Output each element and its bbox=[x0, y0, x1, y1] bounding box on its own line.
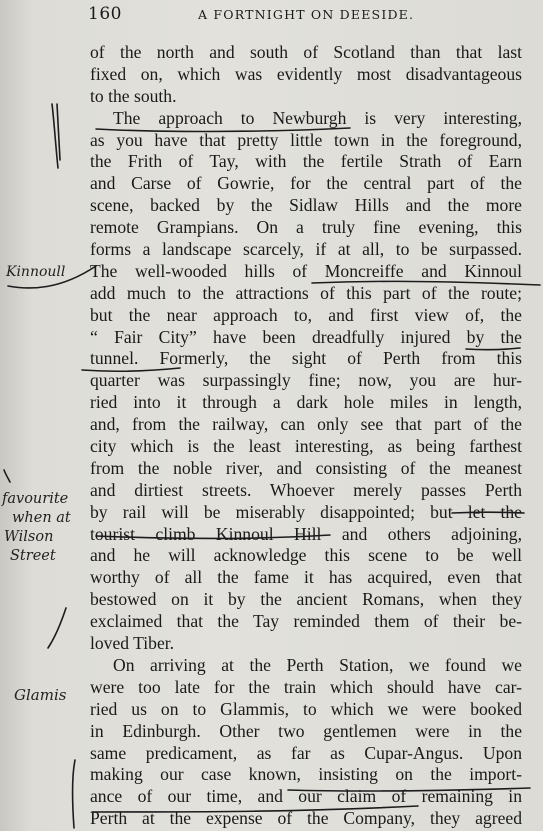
text-line: bestowed on it by the ancient Romans, when they bbox=[90, 589, 522, 610]
text-line: add much to the attractions of this part of the route; bbox=[90, 282, 522, 303]
page-header bbox=[0, 4, 543, 26]
text-line: ance of our time, and our claim of remaining in bbox=[90, 786, 522, 807]
margin-stroke bbox=[4, 470, 10, 482]
text-line: remote Grampians. On a truly fine evening, this bbox=[90, 217, 522, 238]
margin-stroke bbox=[52, 104, 58, 168]
marginal-note-kinnoull: Kinnoull bbox=[6, 264, 66, 280]
text-line: city which is the least interesting, as being farthest bbox=[90, 436, 522, 457]
text-line: forms a landscape scarcely, if at all, to be surpassed. bbox=[90, 239, 522, 260]
margin-stroke bbox=[73, 760, 75, 828]
text-line: Perth at the expense of the Company, they agreed bbox=[90, 808, 522, 829]
text-line: The approach to Newburgh is very interesting, bbox=[113, 107, 522, 128]
text-line: same predicament, as far as Cupar-Angus. Upon bbox=[90, 742, 522, 763]
text-line: “ Fair City” have been dreadfully injured by the bbox=[90, 326, 522, 347]
body-text bbox=[90, 42, 522, 830]
text-line: and dirtiest streets. Whoever merely passes Perth bbox=[90, 479, 522, 500]
text-line: fixed on, which was evidently most disadvantageous bbox=[90, 63, 522, 84]
text-line: worthy of all the fame it has acquired, even that bbox=[90, 567, 522, 588]
text-line: to the south. bbox=[90, 85, 177, 106]
text-line: quarter was surpassingly fine; now, you are hur- bbox=[90, 370, 522, 391]
text-line: by rail will be miserably disappointed; but let the bbox=[90, 501, 522, 522]
text-line: were too late for the train which should have car- bbox=[90, 676, 522, 697]
text-line: in Edinburgh. Other two gentlemen were in the bbox=[90, 720, 522, 741]
text-line: ried us on to Glammis, to which we were booked bbox=[90, 698, 522, 719]
marginal-note-glamis: Glamis bbox=[14, 686, 67, 704]
text-line: On arriving at the Perth Station, we found we bbox=[113, 654, 522, 675]
text-line: of the north and south of Scotland than that last bbox=[90, 42, 522, 62]
text-line: scene, backed by the Sidlaw Hills and the more bbox=[90, 195, 522, 216]
text-line: and, from the railway, can only see that part of the bbox=[90, 414, 522, 435]
text-line: ried into it through a dark hole miles in length, bbox=[90, 392, 522, 413]
marginal-line: favourite bbox=[2, 491, 69, 507]
text-line: from the noble river, and consisting of the meanest bbox=[90, 457, 522, 478]
text-line: but the near approach to, and first view of, the bbox=[90, 304, 522, 325]
text-line: making our case known, insisting on the import- bbox=[90, 764, 522, 785]
text-line: tunnel. Formerly, the sight of Perth from this bbox=[90, 348, 522, 369]
page-number: 160 bbox=[88, 4, 122, 24]
text-line: The well-wooded hills of Moncreiffe and Kinnoul bbox=[90, 260, 522, 281]
marginal-line: Wilson bbox=[4, 529, 54, 545]
text-line: exclaimed that the Tay reminded them of their be- bbox=[90, 611, 522, 632]
text-line: and he will acknowledge this scene to be well bbox=[90, 545, 522, 566]
margin-stroke bbox=[48, 608, 66, 648]
marginal-note-favourite bbox=[2, 490, 71, 566]
text-line: tourist climb Kinnoul Hill and others adjoining, bbox=[90, 523, 522, 544]
marginal-line: when at bbox=[12, 510, 71, 526]
margin-stroke bbox=[57, 104, 60, 160]
text-line: the Frith of Tay, with the fertile Strath of Earn bbox=[90, 151, 522, 172]
text-line: loved Tiber. bbox=[90, 633, 175, 654]
running-title: A FORTNIGHT ON DEESIDE. bbox=[198, 7, 415, 22]
marginal-line: Street bbox=[10, 548, 56, 564]
text-line: and Carse of Gowrie, for the central part of the bbox=[90, 173, 522, 194]
text-line: as you have that pretty little town in the foreground, bbox=[90, 129, 522, 150]
